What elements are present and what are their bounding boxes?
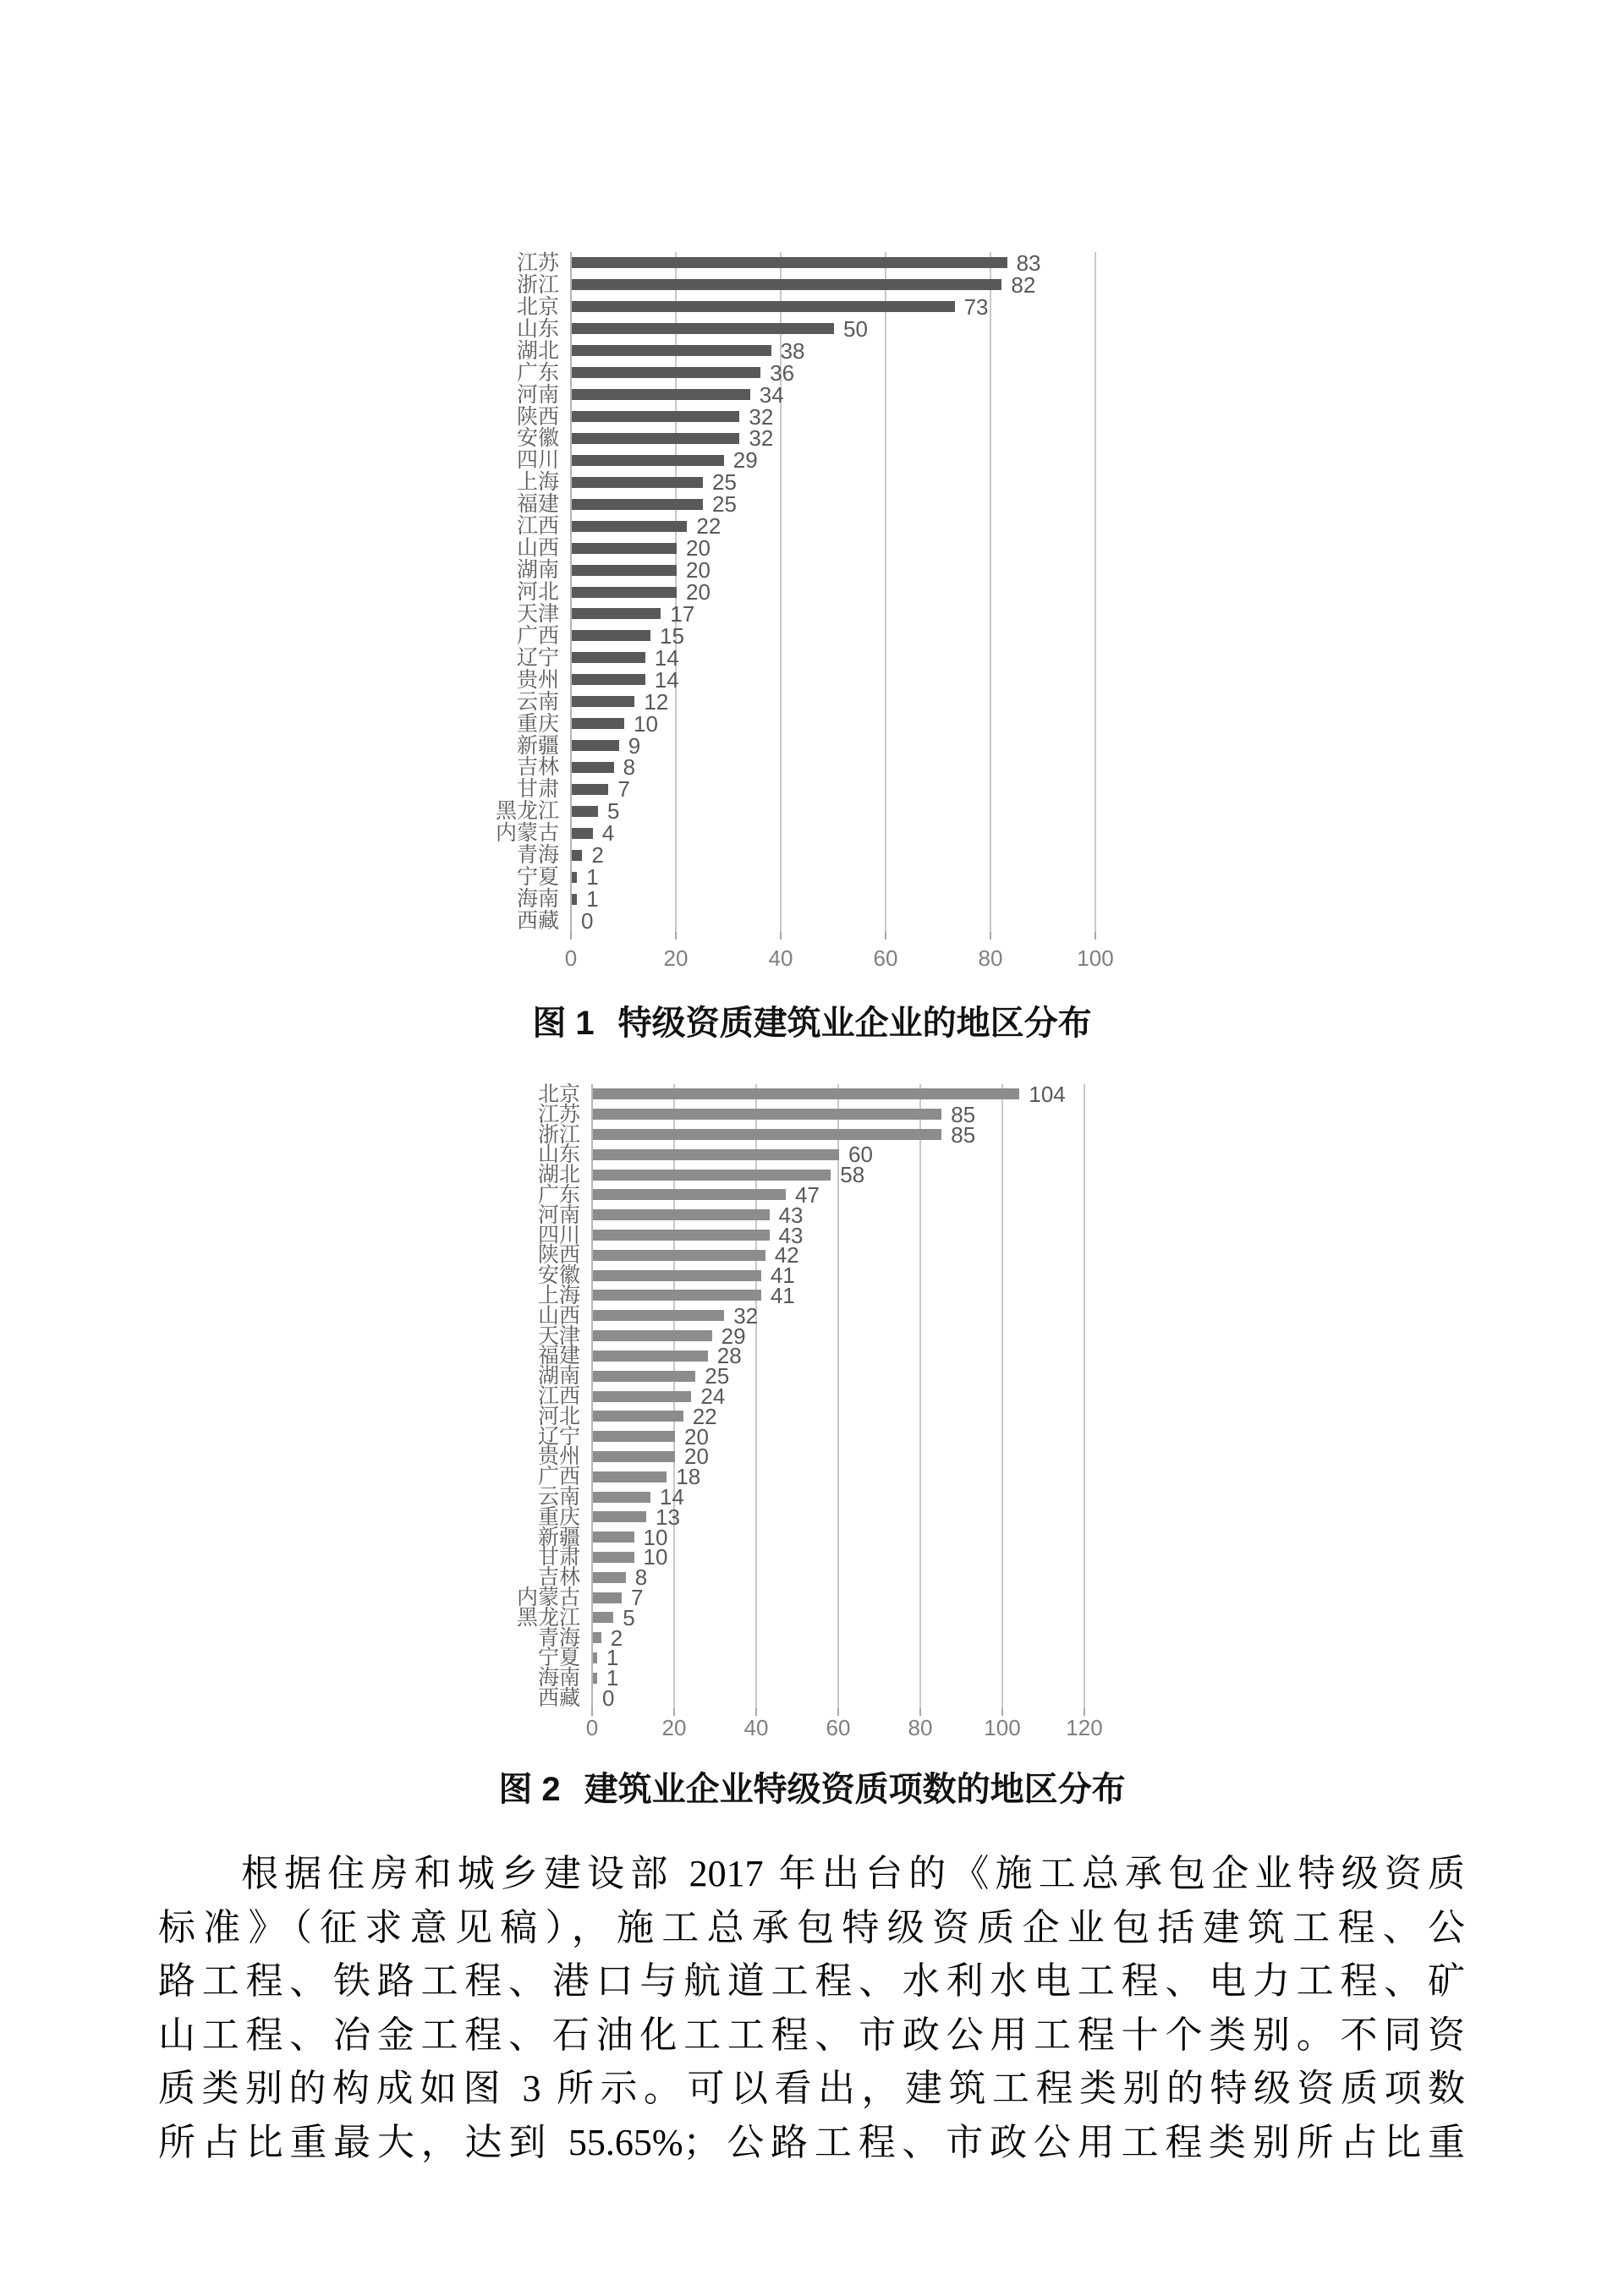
category-label: 陕西	[516, 404, 559, 429]
x-tick-label: 80	[908, 1715, 933, 1740]
bar-value-label: 43	[778, 1202, 804, 1228]
paragraph-line: 山工程、冶金工程、石油化工工程、市政公用工程十个类别。不同资	[158, 2014, 1465, 2056]
x-tick-label: 80	[978, 945, 1003, 971]
category-label: 西藏	[516, 909, 559, 934]
bar-value-label: 13	[656, 1504, 680, 1530]
bar-value-label: 73	[963, 293, 989, 320]
category-label: 江西	[516, 514, 559, 539]
bar	[593, 1492, 650, 1503]
x-tick-label: 20	[661, 1715, 687, 1740]
bar	[593, 1149, 839, 1160]
x-tick-label: 20	[663, 945, 689, 971]
x-gridline	[1084, 1084, 1085, 1708]
bar	[593, 1552, 634, 1563]
bar	[593, 1330, 712, 1341]
bar-value-label: 17	[670, 600, 695, 627]
category-label: 黑龙江	[516, 1605, 580, 1630]
bar	[593, 1088, 1019, 1099]
category-label: 天津	[537, 1323, 580, 1348]
category-label: 云南	[516, 689, 559, 714]
bar	[593, 1411, 683, 1422]
bar	[593, 1652, 597, 1663]
category-label: 重庆	[516, 711, 559, 736]
bar	[593, 1532, 634, 1543]
bar-value-label: 20	[686, 557, 710, 584]
category-label: 重庆	[537, 1504, 580, 1529]
category-label: 江苏	[537, 1102, 580, 1126]
x-gridline	[837, 1084, 839, 1708]
bar-value-label: 22	[692, 1403, 717, 1429]
paragraph-line: 标准》（征求意见稿），施工总承包特级资质企业包括建筑工程、公	[158, 1906, 1465, 1948]
bar-value-label: 8	[623, 754, 636, 781]
bar-value-label: 29	[732, 447, 758, 474]
bar-value-label: 12	[644, 688, 669, 715]
bar-value-label: 34	[759, 381, 784, 408]
category-label: 天津	[516, 601, 559, 626]
bar-value-label: 20	[684, 1423, 709, 1449]
category-label: 河南	[516, 382, 559, 407]
category-label: 新疆	[537, 1525, 580, 1549]
bar	[593, 1632, 601, 1643]
category-label: 安徽	[537, 1263, 580, 1288]
bar-value-label: 83	[1016, 249, 1041, 276]
bar	[593, 1572, 626, 1583]
bar-value-label: 25	[705, 1363, 730, 1389]
x-gridline	[1001, 1084, 1003, 1708]
bar	[593, 1511, 646, 1522]
category-label: 四川	[537, 1223, 580, 1247]
bar-value-label: 18	[676, 1464, 701, 1490]
bar-value-label: 20	[686, 579, 710, 605]
bar-value-label: 85	[951, 1101, 976, 1127]
category-label: 青海	[537, 1625, 580, 1650]
category-label: 海南	[516, 887, 559, 912]
category-label: 海南	[537, 1666, 580, 1690]
category-label: 内蒙古	[495, 821, 559, 846]
bar	[593, 1270, 761, 1281]
bar	[593, 1391, 691, 1402]
category-label: 江苏	[516, 250, 559, 275]
bar	[593, 1371, 695, 1382]
bar-value-label: 60	[848, 1142, 873, 1168]
bar	[593, 1109, 941, 1120]
category-label: 新疆	[516, 733, 559, 758]
category-label: 上海	[537, 1283, 580, 1307]
x-tick-label: 100	[1077, 945, 1114, 971]
bar-value-label: 24	[700, 1384, 726, 1409]
figure2-caption-label: 图 2	[498, 1771, 561, 1808]
bar-value-label: 10	[643, 1544, 668, 1570]
bar-value-label: 41	[770, 1282, 795, 1308]
category-label: 北京	[516, 294, 559, 319]
category-label: 西藏	[537, 1686, 580, 1711]
paragraph-line: 所占比重最大，达到 55.65%；公路工程、市政公用工程类别所占比重	[158, 2121, 1465, 2163]
bar	[593, 1612, 613, 1623]
category-label: 山东	[516, 316, 559, 341]
category-label: 湖南	[516, 558, 559, 583]
category-label: 辽宁	[516, 645, 559, 670]
bar-value-label: 10	[634, 710, 658, 737]
paragraph-line: 路工程、铁路工程、港口与航道工程、水利水电工程、电力工程、矿	[158, 1960, 1465, 2003]
bar	[593, 1673, 597, 1684]
category-label: 贵州	[537, 1444, 580, 1469]
figure2-caption	[0, 1769, 1624, 1810]
category-label: 安徽	[516, 426, 559, 451]
bar-value-label: 85	[951, 1121, 976, 1148]
bar-value-label: 42	[774, 1242, 799, 1269]
body-paragraph	[158, 1847, 1465, 2170]
bar-value-label: 25	[712, 491, 737, 518]
bar-value-label: 1	[606, 1645, 619, 1671]
bar	[593, 1592, 622, 1603]
bar-value-label: 4	[601, 820, 615, 847]
category-label: 广东	[537, 1182, 580, 1207]
category-label: 广西	[516, 623, 559, 648]
category-label: 甘肃	[537, 1545, 580, 1570]
bar-value-label: 14	[654, 644, 679, 671]
category-label: 广东	[516, 360, 559, 385]
category-label: 宁夏	[516, 865, 559, 890]
bar	[593, 1451, 675, 1462]
category-label: 山西	[537, 1303, 580, 1328]
category-label: 湖北	[537, 1163, 580, 1187]
bar	[593, 1351, 708, 1362]
paragraph-line: 质类别的构成如图 3 所示。可以看出，建筑工程类别的特级资质项数	[158, 2068, 1465, 2110]
bar-value-label: 22	[696, 513, 721, 540]
category-label: 北京	[537, 1082, 580, 1106]
category-label: 贵州	[516, 667, 559, 692]
category-label: 湖南	[537, 1364, 580, 1389]
category-label: 浙江	[537, 1122, 580, 1147]
bar-value-label: 32	[733, 1302, 759, 1329]
figure1-caption-label: 图 1	[532, 1005, 595, 1042]
bar-value-label: 1	[606, 1665, 619, 1691]
bar	[593, 1129, 941, 1140]
bar-value-label: 82	[1011, 271, 1036, 298]
category-label: 河南	[537, 1203, 580, 1227]
bar-value-label: 20	[684, 1444, 709, 1470]
bar-value-label: 2	[610, 1625, 623, 1651]
bar-value-label: 25	[712, 469, 737, 496]
bar	[593, 1189, 786, 1200]
figure1-caption-title: 特级资质建筑业企业的地区分布	[617, 1005, 1092, 1042]
bar-value-label: 47	[794, 1181, 820, 1208]
category-label: 山东	[537, 1143, 580, 1167]
category-label: 甘肃	[516, 777, 559, 802]
category-label: 浙江	[516, 272, 559, 297]
bar-value-label: 58	[840, 1162, 865, 1188]
category-label: 江西	[537, 1384, 580, 1408]
x-tick-label: 0	[564, 945, 578, 971]
category-label: 广西	[537, 1465, 580, 1489]
category-label: 辽宁	[537, 1424, 580, 1449]
paragraph-line: 根据住房和城乡建设部 2017 年出台的《施工总承包企业特级资质	[241, 1853, 1465, 1894]
category-label: 云南	[537, 1485, 580, 1510]
bar	[593, 1431, 675, 1442]
bar	[593, 1170, 831, 1181]
category-label: 湖北	[516, 338, 559, 363]
bar	[593, 1250, 765, 1261]
bar-value-label: 8	[634, 1564, 648, 1591]
bar-value-label: 15	[660, 622, 684, 649]
category-label: 河北	[516, 580, 559, 604]
category-label: 陕西	[537, 1243, 580, 1268]
figure2-caption-title: 建筑业企业特级资质项数的地区分布	[584, 1771, 1126, 1808]
bar-value-label: 32	[749, 403, 774, 430]
x-tick-label: 100	[984, 1715, 1021, 1740]
bar-value-label: 1	[586, 886, 599, 912]
x-tick-label: 60	[826, 1715, 851, 1740]
bar-value-label: 9	[628, 732, 641, 759]
category-label: 黑龙江	[495, 799, 559, 824]
bar-value-label: 20	[686, 535, 710, 562]
bar-value-label: 14	[654, 666, 679, 693]
bar	[593, 1471, 667, 1482]
category-label: 福建	[516, 492, 559, 517]
category-label: 宁夏	[537, 1646, 580, 1670]
bar-value-label: 38	[780, 337, 805, 364]
bar-value-label: 1	[586, 864, 599, 890]
x-tick-label: 40	[768, 945, 793, 971]
bar-value-label: 32	[749, 425, 774, 452]
x-tick-label: 60	[873, 945, 898, 971]
category-label: 河北	[537, 1404, 580, 1428]
bar-value-label: 5	[607, 798, 620, 825]
x-gridline	[919, 1084, 921, 1708]
bar-value-label: 2	[591, 842, 604, 869]
bar-value-label: 0	[602, 1685, 615, 1712]
bar-value-label: 29	[721, 1323, 746, 1349]
category-label: 青海	[516, 843, 559, 868]
category-label: 上海	[516, 470, 559, 495]
bar-value-label: 41	[770, 1263, 795, 1289]
bar-value-label: 43	[778, 1222, 804, 1248]
bar	[593, 1230, 770, 1241]
x-tick-label: 0	[585, 1715, 599, 1740]
bar-value-label: 7	[617, 776, 630, 803]
bar-value-label: 7	[630, 1585, 644, 1611]
bar-value-label: 104	[1029, 1081, 1066, 1107]
category-label: 内蒙古	[516, 1586, 580, 1610]
category-label: 福建	[537, 1344, 580, 1368]
bar	[593, 1290, 761, 1301]
bar-value-label: 5	[623, 1604, 635, 1630]
bar-value-label: 10	[643, 1524, 668, 1550]
category-label: 四川	[516, 448, 559, 473]
category-label: 吉林	[516, 755, 559, 780]
x-tick-label: 40	[743, 1715, 769, 1740]
bar	[593, 1310, 724, 1321]
bar-value-label: 36	[770, 359, 795, 386]
category-label: 山西	[516, 536, 559, 561]
bar-value-label: 0	[581, 908, 594, 934]
bar-value-label: 14	[659, 1484, 684, 1510]
x-tick-label: 120	[1066, 1715, 1103, 1740]
bar-value-label: 28	[716, 1343, 742, 1369]
bar	[593, 1209, 770, 1220]
category-label: 吉林	[537, 1565, 580, 1590]
bar-value-label: 50	[843, 315, 868, 342]
